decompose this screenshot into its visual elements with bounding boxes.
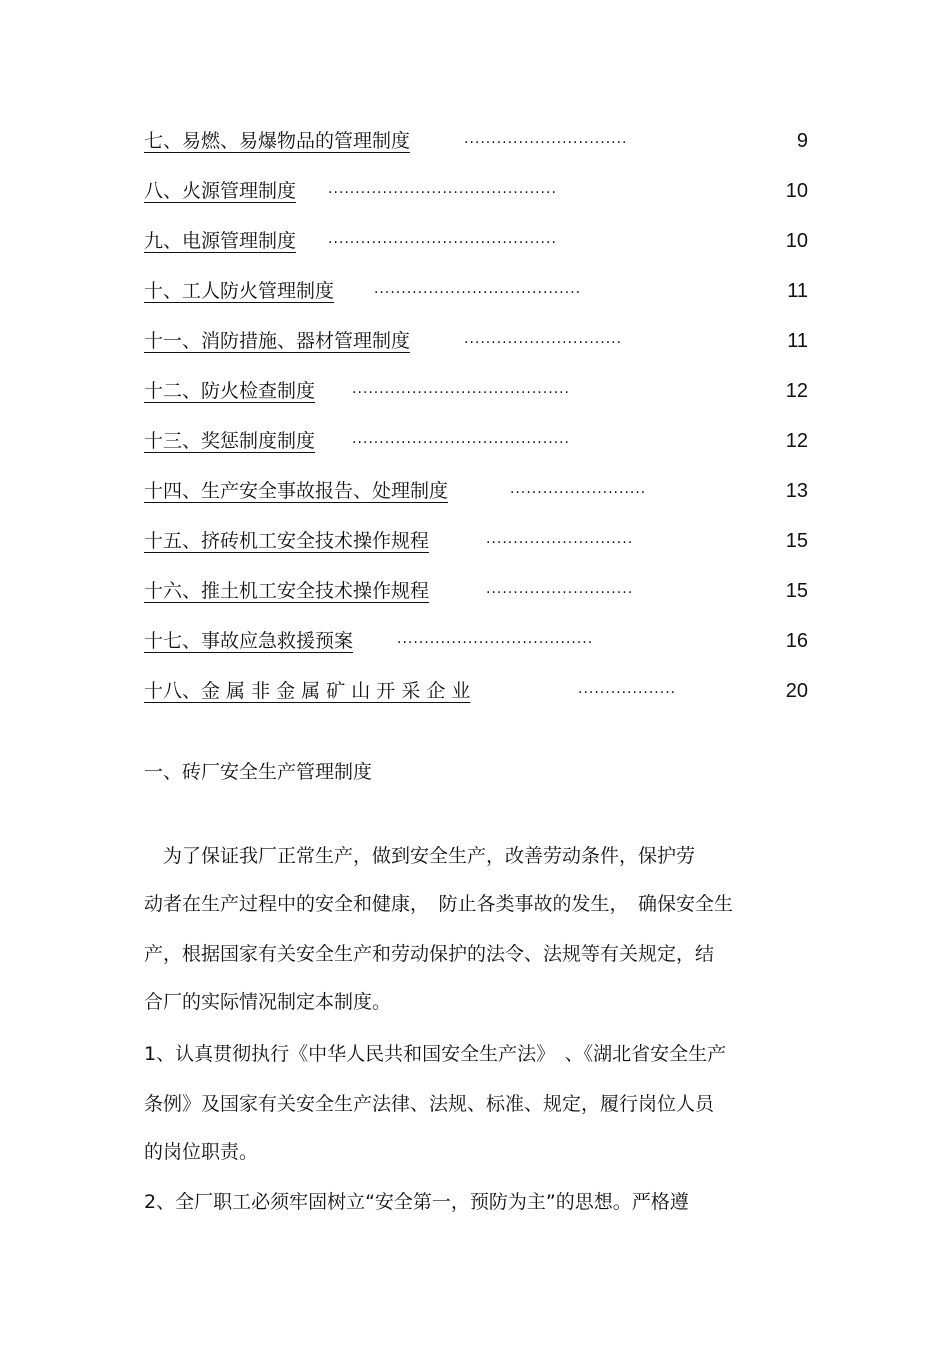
body-text-line: 为了保证我厂正常生产，做到安全生产，改善劳动条件，保护劳 xyxy=(144,845,696,867)
toc-entry[interactable] xyxy=(144,472,808,522)
toc-entry-page: 15 xyxy=(785,530,808,552)
toc-entry-title[interactable]: 十三、奖惩制度制度 xyxy=(144,430,316,452)
toc-entry-leader: .............................. xyxy=(464,131,628,147)
toc-entry-title[interactable]: 十五、挤砖机工安全技术操作规程 xyxy=(144,530,430,552)
toc-entry-title[interactable]: 十四、生产安全事故报告、处理制度 xyxy=(144,480,449,502)
toc-entry[interactable] xyxy=(144,522,808,572)
toc-entry-leader: .................. xyxy=(578,681,677,697)
toc-entry-page: 9 xyxy=(796,130,808,152)
toc-entry-leader: ........................................ xyxy=(352,381,571,397)
body-text-line: 2、全厂职工必须牢固树立“安全第一，预防为主”的思想。严格遵 xyxy=(144,1191,689,1213)
body-text-line: 的岗位职责。 xyxy=(144,1141,259,1163)
toc-entry-leader: ......................... xyxy=(510,481,647,497)
toc-entry-page: 10 xyxy=(785,230,808,252)
toc-entry-title[interactable]: 十、工人防火管理制度 xyxy=(144,280,335,302)
toc-entry-leader: .......................................... xyxy=(328,181,557,197)
toc-entry[interactable] xyxy=(144,172,808,222)
toc-entry-page: 20 xyxy=(785,680,808,702)
toc-entry-title[interactable]: 十二、防火检查制度 xyxy=(144,380,316,402)
toc-entry-page: 13 xyxy=(785,480,808,502)
toc-entry-title[interactable]: 九、电源管理制度 xyxy=(144,230,297,252)
toc-entry-title[interactable]: 十一、消防措施、器材管理制度 xyxy=(144,330,411,352)
toc-entry[interactable] xyxy=(144,122,808,172)
toc-entry-leader: ........................................ xyxy=(352,431,571,447)
toc-entry[interactable] xyxy=(144,322,808,372)
body-text-line: 条例》及国家有关安全生产法律、法规、标准、规定，履行岗位人员 xyxy=(144,1093,715,1115)
toc-entry-title[interactable]: 十六、推土机工安全技术操作规程 xyxy=(144,580,430,602)
toc-entry-leader: ...................................... xyxy=(374,281,582,297)
table-of-contents xyxy=(144,122,808,722)
toc-entry-leader: ........................... xyxy=(486,531,634,547)
section-heading: 一、砖厂安全生产管理制度 xyxy=(144,761,373,783)
toc-entry-leader: ............................. xyxy=(464,331,623,347)
toc-entry-leader: .................................... xyxy=(397,631,594,647)
body-text-line: 产，根据国家有关安全生产和劳动保护的法令、法规等有关规定，结 xyxy=(144,943,715,965)
toc-entry-page: 15 xyxy=(785,580,808,602)
body-text-line: 合厂的实际情况制定本制度。 xyxy=(144,991,392,1013)
toc-entry-title[interactable]: 七、易燃、易爆物品的管理制度 xyxy=(144,130,411,152)
toc-entry-page: 11 xyxy=(787,280,808,302)
toc-entry-leader: ........................... xyxy=(486,581,634,597)
toc-entry-page: 10 xyxy=(785,180,808,202)
toc-entry-page: 12 xyxy=(785,430,808,452)
toc-entry-title[interactable]: 十八、金 属 非 金 属 矿 山 开 采 企 业 xyxy=(144,680,471,702)
toc-entry-title[interactable]: 八、火源管理制度 xyxy=(144,180,297,202)
toc-entry[interactable] xyxy=(144,372,808,422)
toc-entry[interactable] xyxy=(144,672,808,722)
toc-entry-title[interactable]: 十七、事故应急救援预案 xyxy=(144,630,354,652)
toc-entry[interactable] xyxy=(144,222,808,272)
toc-entry[interactable] xyxy=(144,622,808,672)
toc-entry-page: 12 xyxy=(785,380,808,402)
toc-entry-page: 11 xyxy=(787,330,808,352)
toc-entry-leader: .......................................... xyxy=(328,231,557,247)
body-text-line: 1、认真贯彻执行《中华人民共和国安全生产法》 、《湖北省安全生产 xyxy=(144,1043,727,1065)
toc-entry-page: 16 xyxy=(785,630,808,652)
body-text-line: 动者在生产过程中的安全和健康， 防止各类事故的发生， 确保安全生 xyxy=(144,893,734,915)
toc-entry[interactable] xyxy=(144,272,808,322)
toc-entry[interactable] xyxy=(144,572,808,622)
toc-entry[interactable] xyxy=(144,422,808,472)
